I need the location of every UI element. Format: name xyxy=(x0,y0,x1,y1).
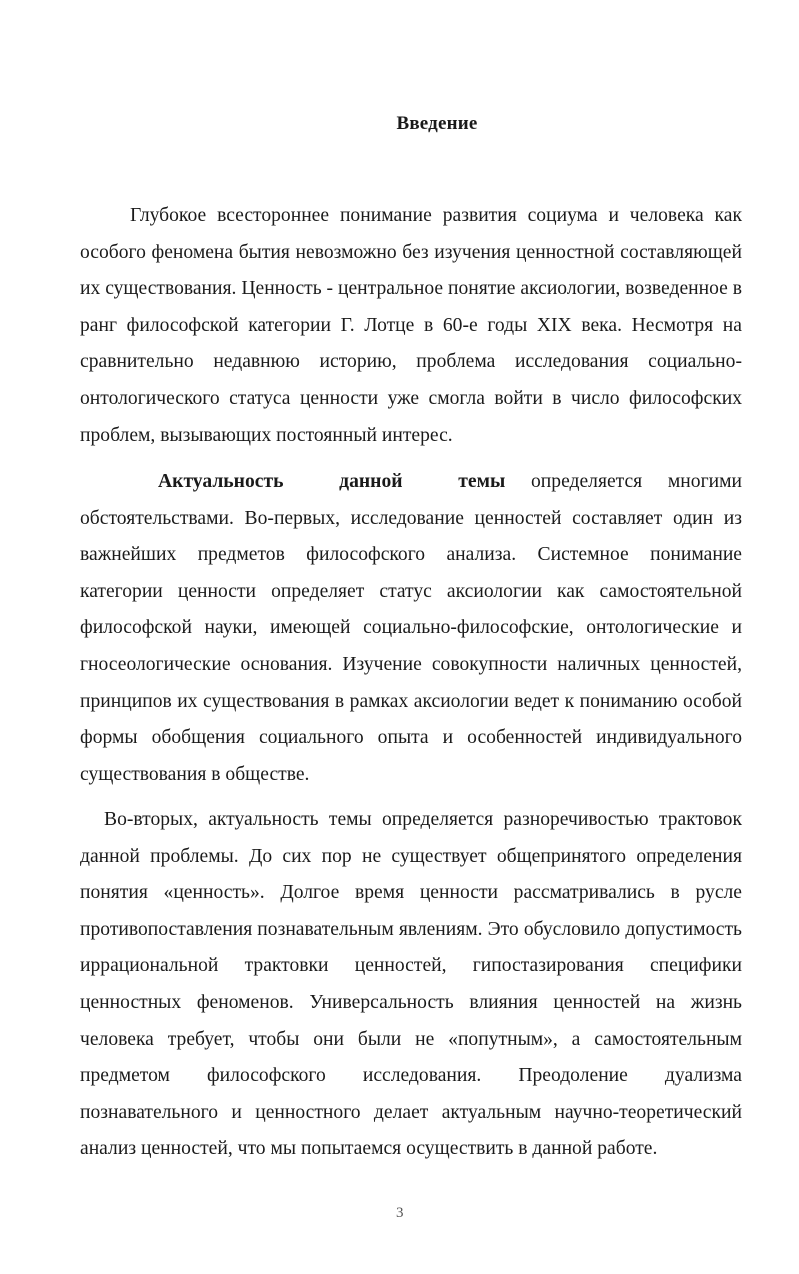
paragraph-secondly xyxy=(80,802,742,1168)
paragraph-intro xyxy=(80,198,742,454)
relevance-lead: Актуальность данной темы xyxy=(158,471,506,492)
paragraph-relevance-text: определяется многими обстоятельствами. Во-первых, исследование ценностей составляет один из важнейших предметов философского анализа. Системное понимание категории ценности определяет статус аксиологии как самостоятельной философской науки, имеющей социально-философские, онтологические и гносеологические основания. Изучение совокупности наличных ценностей, принципов их существования в рамках аксиологии ведет к пониманию особой формы обобщения социального опыта и особенностей индивидуального существования в обществе. xyxy=(80,471,742,785)
paragraph-relevance xyxy=(80,464,742,793)
paragraph-intro-text: Глубокое всестороннее понимание развития социума и человека как особого феномена бытия невозможно без изучения ценностной составляющей их существования. Ценность - центральное понятие аксиологии, возведенное в ранг философской категории Г. Лотце в 60-е годы XIX века. Несмотря на сравнительно недавнюю историю, проблема исследования социально-онтологического статуса ценности уже смогла войти в число философских проблем, вызывающих постоянный интерес. xyxy=(80,205,742,446)
paragraph-secondly-text: Во-вторых, актуальность темы определяется разноречивостью трактовок данной проблемы. До сих пор не существует общепринятого определения понятия «ценность». Долгое время ценности рассматривались в русле противопоставления познавательным явлениям. Это обусловило допустимость иррациональной трактовки ценностей, гипостазирования специфики ценностных феноменов. Универсальность влияния ценностей на жизнь человека требует, чтобы они были не «попутным», а самостоятельным предметом философского исследования. Преодоление дуализма познавательного и ценностного делает актуальным научно-теоретический анализ ценностей, что мы попытаемся осуществить в данной работе. xyxy=(80,809,742,1160)
page-title: Введение xyxy=(396,113,478,134)
page-number: 3 xyxy=(396,1205,404,1221)
